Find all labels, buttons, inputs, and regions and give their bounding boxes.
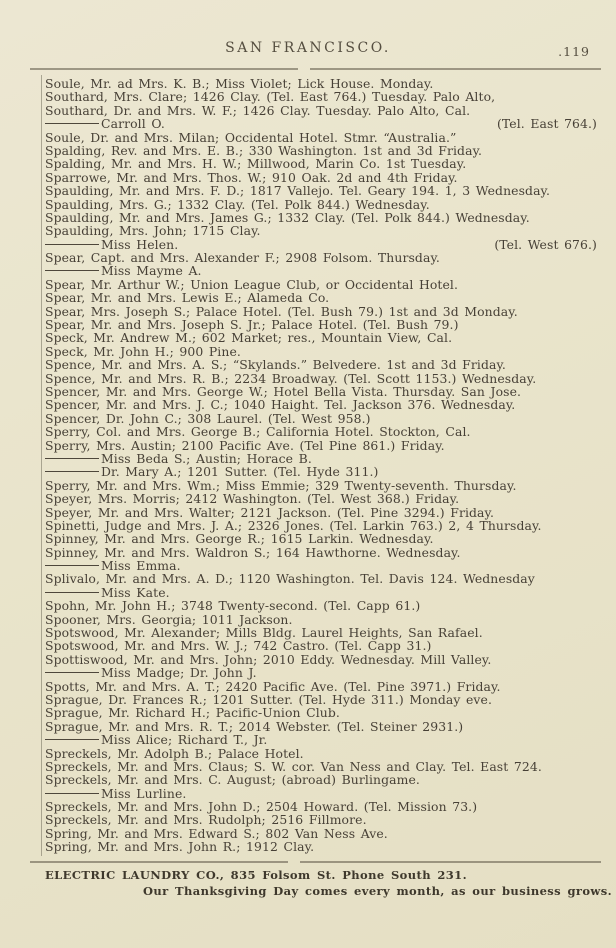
entry-text: Sperry, Mrs. Austin; 2100 Pacific Ave. (Tel Pine 861.) Friday. xyxy=(45,437,445,453)
directory-entry xyxy=(45,90,605,103)
bottom-rule-right-segment xyxy=(300,861,601,863)
directory-entry xyxy=(45,278,605,291)
directory-entry xyxy=(45,117,605,130)
directory-entry xyxy=(45,412,605,425)
directory-entry xyxy=(45,666,605,679)
entry-text: Spreckels, Mr. and Mrs. Rudolph; 2516 Fillmore. xyxy=(45,812,367,828)
entry-text: Spreckels, Mr. and Mrs. Claus; S. W. cor. Van Ness and Clay. Tel. East 724. xyxy=(45,758,542,774)
directory-entry xyxy=(45,626,605,639)
directory-entry xyxy=(45,211,605,224)
entry-text: Spaulding, Mr. and Mrs. F. D.; 1817 Vallejo. Tel. Geary 194. 1, 3 Wednesday. xyxy=(45,183,551,199)
directory-entry xyxy=(45,572,605,585)
directory-entry xyxy=(45,586,605,599)
directory-entry xyxy=(45,613,605,626)
entry-text: Speck, Mr. John H.; 900 Pine. xyxy=(45,343,241,359)
directory-entry xyxy=(45,291,605,304)
page-header-title: SAN FRANCISCO. xyxy=(225,40,391,56)
directory-entry xyxy=(45,787,605,800)
directory-entry xyxy=(45,653,605,666)
entry-text: Sprague, Mr. and Mrs. R. T.; 2014 Webster. (Tel. Steiner 2931.) xyxy=(45,718,464,734)
entry-text: Spohn, Mr. John H.; 3748 Twenty-second. (Tel. Capp 61.) xyxy=(45,598,421,614)
entry-text: Speck, Mr. Andrew M.; 602 Market; res., Mountain View, Cal. xyxy=(45,330,453,346)
entry-text: Sperry, Col. and Mrs. George B.; California Hotel. Stockton, Cal. xyxy=(45,424,471,440)
directory-entry xyxy=(45,733,605,746)
entry-text: Miss Beda S.; Austin; Horace B. xyxy=(101,450,312,466)
directory-entry xyxy=(45,693,605,706)
entry-text: Spencer, Mr. and Mrs. George W.; Hotel Bella Vista. Thursday. San Jose. xyxy=(45,383,522,399)
entry-text: Spotts, Mr. and Mrs. A. T.; 2420 Pacific Ave. (Tel. Pine 3971.) Friday. xyxy=(45,678,501,694)
entry-text: Speyer, Mr. and Mrs. Walter; 2121 Jackson. (Tel. Pine 3294.) Friday. xyxy=(45,504,495,520)
entry-text: Carroll O. xyxy=(101,116,165,132)
entry-text: Miss Madge; Dr. John J. xyxy=(101,665,257,681)
entry-text: Spring, Mr. and Mrs. Edward S.; 802 Van Ness Ave. xyxy=(45,825,388,841)
directory-entry xyxy=(45,385,605,398)
entry-text: Spence, Mr. and Mrs. R. B.; 2234 Broadway. (Tel. Scott 1153.) Wednesday. xyxy=(45,370,537,386)
entry-text: Miss Helen. xyxy=(101,236,179,252)
entry-text: Spence, Mr. and Mrs. A. S.; “Skylands.” Belvedere. 1st and 3d Friday. xyxy=(45,357,506,373)
entry-text: Spring, Mr. and Mrs. John R.; 1912 Clay. xyxy=(45,839,315,855)
entry-text: Spaulding, Mrs. John; 1715 Clay. xyxy=(45,223,261,239)
entry-text: Miss Emma. xyxy=(101,558,181,574)
directory-entry xyxy=(45,184,605,197)
ditto-dash xyxy=(45,793,99,795)
directory-entry xyxy=(45,506,605,519)
entry-text: Spreckels, Mr. and Mrs. C. August; (abroad) Burlingame. xyxy=(45,772,420,788)
entry-text: Sparrowe, Mr. and Mrs. Thos. W.; 910 Oak. 2d and 4th Friday. xyxy=(45,169,458,185)
directory-entry xyxy=(45,800,605,813)
ditto-dash xyxy=(45,592,99,594)
directory-entry xyxy=(45,680,605,693)
directory-entry xyxy=(45,144,605,157)
entry-text: Spear, Mr. Arthur W.; Union League Club, or Occidental Hotel. xyxy=(45,276,459,292)
directory-entry xyxy=(45,720,605,733)
directory-entry xyxy=(45,331,605,344)
entry-text: Southard, Dr. and Mrs. W. F.; 1426 Clay. Tuesday. Palo Alto, Cal. xyxy=(45,102,471,118)
entry-text: Spooner, Mrs. Georgia; 1011 Jackson. xyxy=(45,611,293,627)
directory-entry xyxy=(45,813,605,826)
ditto-dash xyxy=(45,270,99,272)
entry-text: Splivalo, Mr. and Mrs. A. D.; 1120 Washington. Tel. Davis 124. Wednesday xyxy=(45,571,535,587)
directory-entry xyxy=(45,452,605,465)
directory-entry xyxy=(45,546,605,559)
bottom-rule-left-segment xyxy=(30,861,288,863)
directory-entry xyxy=(45,773,605,786)
directory-entry xyxy=(45,305,605,318)
entry-text: Spencer, Dr. John C.; 308 Laurel. (Tel. West 958.) xyxy=(45,410,371,426)
entry-text: Speyer, Mrs. Morris; 2412 Washington. (Tel. West 368.) Friday. xyxy=(45,491,460,507)
directory-entry xyxy=(45,198,605,211)
advert-line-1: ELECTRIC LAUNDRY CO., 835 Folsom St. Phone South 231. xyxy=(45,868,467,882)
page-number: .119 xyxy=(558,44,590,59)
entry-text: Spalding, Rev. and Mrs. E. B.; 330 Washington. 1st and 3d Friday. xyxy=(45,142,483,158)
ditto-dash xyxy=(45,123,99,125)
entry-text: Spear, Mrs. Joseph S.; Palace Hotel. (Tel. Bush 79.) 1st and 3d Monday. xyxy=(45,303,518,319)
entry-text: Soule, Mr. ad Mrs. K. B.; Miss Violet; Lick House. Monday. xyxy=(45,76,434,91)
directory-entry xyxy=(45,599,605,612)
directory-entry xyxy=(45,519,605,532)
directory-entry xyxy=(45,425,605,438)
directory-entry xyxy=(45,104,605,117)
directory-entry xyxy=(45,131,605,144)
ditto-dash xyxy=(45,672,99,674)
directory-entry xyxy=(45,639,605,652)
entry-telephone-right: (Tel. East 764.) xyxy=(496,116,597,132)
directory-entry xyxy=(45,264,605,277)
top-rule-left-segment xyxy=(30,68,298,70)
entry-text: Sprague, Dr. Frances R.; 1201 Sutter. (Tel. Hyde 311.) Monday eve. xyxy=(45,691,492,707)
ditto-dash xyxy=(45,565,99,567)
entry-text: Spreckels, Mr. and Mrs. John D.; 2504 Howard. (Tel. Mission 73.) xyxy=(45,799,478,815)
entry-text: Soule, Dr. and Mrs. Milan; Occidental Hotel. Stmr. “Australia.” xyxy=(45,129,457,145)
entry-text: Miss Alice; Richard T., Jr. xyxy=(101,732,268,748)
directory-entry xyxy=(45,372,605,385)
entry-text: Spear, Mr. and Mrs. Lewis E.; Alameda Co. xyxy=(45,290,330,306)
top-rule-right-segment xyxy=(310,68,601,70)
directory-entry xyxy=(45,398,605,411)
entry-text: Spear, Capt. and Mrs. Alexander F.; 2908 Folsom. Thursday. xyxy=(45,250,440,266)
ditto-dash xyxy=(45,739,99,741)
directory-entry xyxy=(45,171,605,184)
directory-entry xyxy=(45,345,605,358)
directory-entry xyxy=(45,706,605,719)
directory-entry xyxy=(45,238,605,251)
directory-entry xyxy=(45,479,605,492)
entry-text: Spotswood, Mr. Alexander; Mills Bldg. Laurel Heights, San Rafael. xyxy=(45,625,483,641)
entry-text: Sprague, Mr. Richard H.; Pacific-Union Club. xyxy=(45,705,340,721)
directory-entry xyxy=(45,559,605,572)
advert-line-2: Our Thanksgiving Day comes every month, as our business grows. xyxy=(143,884,613,898)
entry-text: Dr. Mary A.; 1201 Sutter. (Tel. Hyde 311.) xyxy=(101,464,379,480)
entry-list xyxy=(45,77,605,854)
directory-entry xyxy=(45,77,605,90)
directory-entry xyxy=(45,840,605,853)
directory-entry xyxy=(45,827,605,840)
entry-text: Spottiswood, Mr. and Mrs. John; 2010 Eddy. Wednesday. Mill Valley. xyxy=(45,651,492,667)
directory-entry xyxy=(45,251,605,264)
directory-entry xyxy=(45,747,605,760)
ditto-dash xyxy=(45,471,99,473)
left-margin-rule xyxy=(41,75,42,856)
directory-entry xyxy=(45,318,605,331)
entry-text: Sperry, Mr. and Mrs. Wm.; Miss Emmie; 329 Twenty-seventh. Thursday. xyxy=(45,477,517,493)
entry-text: Spencer, Mr. and Mrs. J. C.; 1040 Haight. Tel. Jackson 376. Wednesday. xyxy=(45,397,516,413)
entry-text: Miss Kate. xyxy=(101,584,170,600)
directory-entry xyxy=(45,439,605,452)
entry-telephone-right: (Tel. West 676.) xyxy=(494,236,597,252)
directory-entry xyxy=(45,465,605,478)
ditto-dash xyxy=(45,458,99,460)
directory-entry xyxy=(45,157,605,170)
directory-entry xyxy=(45,224,605,237)
directory-entry xyxy=(45,760,605,773)
ditto-dash xyxy=(45,244,99,246)
entry-text: Spotswood, Mr. and Mrs. W. J.; 742 Castro. (Tel. Capp 31.) xyxy=(45,638,432,654)
directory-entry xyxy=(45,358,605,371)
entry-text: Spaulding, Mr. and Mrs. James G.; 1332 Clay. (Tel. Polk 844.) Wednesday. xyxy=(45,209,530,225)
entry-text: Spinney, Mr. and Mrs. Waldron S.; 164 Hawthorne. Wednesday. xyxy=(45,544,461,560)
entry-text: Spreckels, Mr. Adolph B.; Palace Hotel. xyxy=(45,745,304,761)
entry-text: Miss Mayme A. xyxy=(101,263,202,279)
entry-text: Spalding, Mr. and Mrs. H. W.; Millwood, Marin Co. 1st Tuesday. xyxy=(45,156,467,172)
entry-text: Spinney, Mr. and Mrs. George R.; 1615 Larkin. Wednesday. xyxy=(45,531,434,547)
entry-text: Spear, Mr. and Mrs. Joseph S. Jr.; Palace Hotel. (Tel. Bush 79.) xyxy=(45,317,459,333)
directory-entry xyxy=(45,532,605,545)
entry-text: Southard, Mrs. Clare; 1426 Clay. (Tel. East 764.) Tuesday. Palo Alto, xyxy=(45,89,496,105)
directory-entry xyxy=(45,492,605,505)
entry-text: Spinetti, Judge and Mrs. J. A.; 2326 Jones. (Tel. Larkin 763.) 2, 4 Thursday. xyxy=(45,517,542,533)
entry-text: Spaulding, Mrs. G.; 1332 Clay. (Tel. Polk 844.) Wednesday. xyxy=(45,196,430,212)
entry-text: Miss Lurline. xyxy=(101,785,187,801)
